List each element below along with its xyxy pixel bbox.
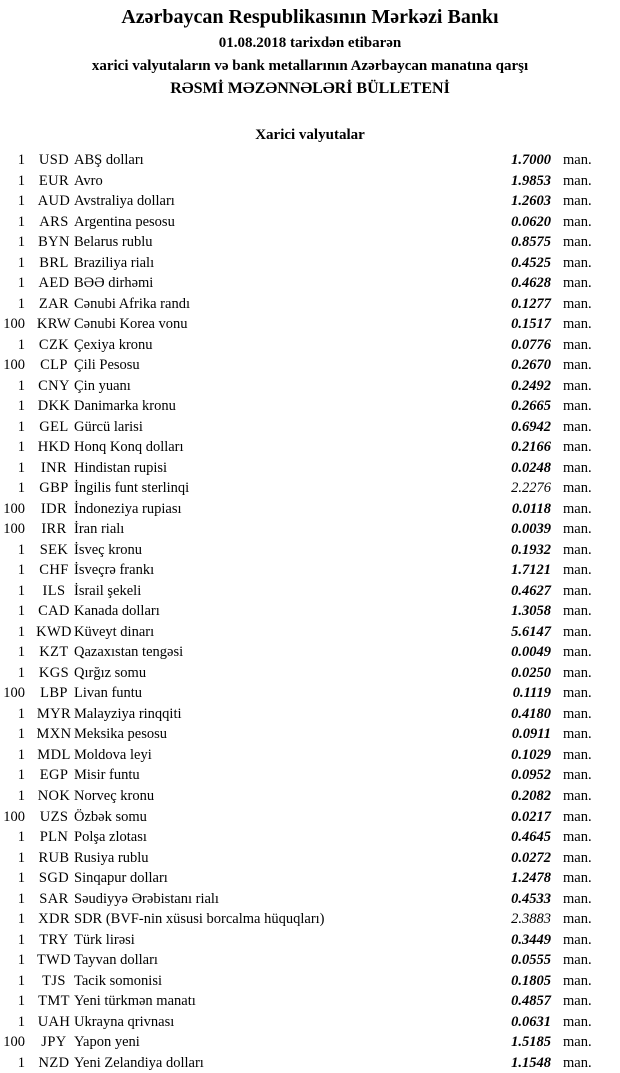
currency-quantity: 1 [17,193,25,210]
rate-value: 0.0248 [511,459,551,476]
currency-quantity: 100 [3,685,25,702]
unit-label: man. [563,377,592,394]
rate-row [0,396,620,417]
currency-quantity: 1 [17,1054,25,1071]
rate-row [0,724,620,745]
rate-value: 0.2665 [511,398,551,415]
currency-code: MXN [36,726,72,743]
rate-row [0,663,620,684]
rate-value: 0.0776 [511,336,551,353]
unit-label: man. [563,644,592,661]
currency-quantity: 1 [17,459,25,476]
rate-row [0,560,620,581]
rate-value: 0.2166 [511,439,551,456]
unit-label: man. [563,952,592,969]
unit-label: man. [563,931,592,948]
unit-label: man. [563,623,592,640]
rate-row [0,314,620,335]
rate-value: 0.2492 [511,377,551,394]
currency-name: Çili Pesosu [74,357,140,374]
currency-quantity: 1 [17,398,25,415]
currency-name: Gürcü larisi [74,418,143,435]
currency-quantity: 1 [17,172,25,189]
currency-code: MYR [36,705,72,722]
rate-value: 0.4645 [511,829,551,846]
currency-quantity: 1 [17,603,25,620]
unit-label: man. [563,418,592,435]
unit-label: man. [563,439,592,456]
currency-code: KGS [38,664,70,681]
unit-label: man. [563,234,592,251]
rate-value: 2.2276 [511,480,551,497]
currency-code: TWD [36,952,72,969]
currency-code: TJS [42,972,66,989]
currency-code: CNY [38,377,70,394]
rate-value: 0.1932 [511,541,551,558]
currency-code: ZAR [38,295,70,312]
currency-code: DKK [37,398,71,415]
rate-value: 0.0039 [511,521,551,538]
currency-name: Qırğız somu [74,664,147,681]
rate-value: 0.0952 [511,767,551,784]
currency-code: UZS [39,808,69,825]
currency-name: Türk lirəsi [74,931,135,948]
currency-code: GBP [39,480,69,497]
rate-row [0,786,620,807]
currency-code: KWD [36,623,72,640]
unit-label: man. [563,336,592,353]
currency-name: Özbək somu [74,808,147,825]
unit-label: man. [563,275,592,292]
currency-name: Moldova leyi [74,746,152,763]
rate-value: 0.4525 [511,254,551,271]
rate-value: 0.0911 [511,726,551,743]
currency-code: GEL [39,418,69,435]
rate-row [0,478,620,499]
unit-label: man. [563,808,592,825]
currency-code: KZT [39,644,69,661]
currency-name: Ukrayna qrivnası [74,1013,175,1030]
rate-value: 0.0250 [511,664,551,681]
rate-value: 0.0272 [511,849,551,866]
currency-name: Honq Konq dolları [74,439,184,456]
currency-code: CLP [40,357,68,374]
rate-row [0,704,620,725]
rate-value: 1.1548 [511,1054,551,1071]
currency-code: IRR [41,521,67,538]
currency-quantity: 1 [17,336,25,353]
rate-value: 0.0631 [511,1013,551,1030]
currency-quantity: 1 [17,890,25,907]
currency-code: BRL [39,254,69,271]
currency-name: Norveç kronu [74,787,155,804]
unit-label: man. [563,603,592,620]
currency-name: BƏƏ dirhəmi [74,275,154,292]
currency-code: PLN [39,829,69,846]
unit-label: man. [563,316,592,333]
rate-row [0,294,620,315]
currency-code: CZK [38,336,70,353]
currency-name: SDR (BVF-nin xüsusi borcalma hüquqları) [74,911,325,928]
currency-name: Danimarka kronu [74,398,176,415]
currency-quantity: 1 [17,439,25,456]
currency-quantity: 100 [3,316,25,333]
rate-value: 1.9853 [511,172,551,189]
rate-row [0,1032,620,1053]
unit-label: man. [563,890,592,907]
rate-value: 0.1517 [511,316,551,333]
currency-quantity: 1 [17,213,25,230]
currency-quantity: 100 [3,500,25,517]
currency-name: İndoneziya rupiası [74,500,182,517]
currency-name: Tacik somonisi [74,972,162,989]
unit-label: man. [563,746,592,763]
rate-row [0,335,620,356]
currency-name: Yeni türkmən manatı [74,993,196,1010]
rate-row [0,253,620,274]
currency-code: XDR [38,911,70,928]
rate-row [0,827,620,848]
currency-quantity: 100 [3,357,25,374]
currency-name: Misir funtu [74,767,140,784]
currency-code: JPY [41,1034,67,1051]
unit-label: man. [563,1054,592,1071]
currency-code: ILS [42,582,66,599]
currency-code: AUD [37,193,71,210]
rate-row [0,150,620,171]
unit-label: man. [563,459,592,476]
unit-label: man. [563,357,592,374]
currency-code: SEK [39,541,69,558]
rate-value: 0.4533 [511,890,551,907]
currency-code: CHF [39,562,69,579]
rate-row [0,868,620,889]
currency-code: NOK [37,787,71,804]
currency-name: Səudiyyə Ərəbistanı rialı [74,890,219,907]
currency-quantity: 1 [17,726,25,743]
rate-row [0,642,620,663]
currency-name: Avstraliya dolları [74,193,175,210]
currency-name: Malayziya rinqqiti [74,705,182,722]
rate-value: 0.1119 [512,685,551,702]
currency-quantity: 1 [17,275,25,292]
currency-code: TMT [38,993,70,1010]
rate-value: 5.6147 [511,623,551,640]
currency-quantity: 1 [17,234,25,251]
currency-name: Yeni Zelandiya dolları [74,1054,204,1071]
currency-name: Avro [74,172,103,189]
rate-row [0,273,620,294]
currency-quantity: 1 [17,377,25,394]
rate-value: 1.5185 [511,1034,551,1051]
currency-name: Braziliya rialı [74,254,155,271]
currency-name: Yapon yeni [74,1034,140,1051]
currency-quantity: 1 [17,623,25,640]
rate-row [0,1053,620,1073]
rate-row [0,212,620,233]
unit-label: man. [563,849,592,866]
rate-value: 0.0049 [511,644,551,661]
currency-name: Belarus rublu [74,234,153,251]
rate-row [0,622,620,643]
rate-row [0,171,620,192]
currency-quantity: 1 [17,787,25,804]
currency-name: İngilis funt sterlinqi [74,480,190,497]
rate-value: 0.4857 [511,993,551,1010]
unit-label: man. [563,726,592,743]
unit-label: man. [563,541,592,558]
rate-row [0,889,620,910]
currency-quantity: 1 [17,870,25,887]
rate-row [0,232,620,253]
unit-label: man. [563,685,592,702]
currency-code: RUB [38,849,70,866]
rate-value: 0.3449 [511,931,551,948]
currency-quantity: 1 [17,829,25,846]
rate-value: 0.0217 [511,808,551,825]
rate-value: 0.4180 [511,705,551,722]
currency-name: Cənubi Afrika randı [74,295,190,312]
unit-label: man. [563,521,592,538]
currency-quantity: 1 [17,582,25,599]
unit-label: man. [563,911,592,928]
currency-name: Argentina pesosu [74,213,175,230]
currency-quantity: 1 [17,911,25,928]
currency-code: INR [40,459,68,476]
currency-name: Cənubi Korea vonu [74,316,188,333]
rate-row [0,581,620,602]
unit-label: man. [563,213,592,230]
currency-name: Kanada dolları [74,603,160,620]
unit-label: man. [563,193,592,210]
rate-value: 0.1029 [511,746,551,763]
rate-value: 0.1805 [511,972,551,989]
rate-row [0,417,620,438]
currency-quantity: 1 [17,562,25,579]
rate-row [0,991,620,1012]
unit-label: man. [563,398,592,415]
rate-value: 0.1277 [511,295,551,312]
currency-quantity: 1 [17,746,25,763]
currency-name: İran rialı [74,521,125,538]
rate-value: 1.7000 [511,152,551,168]
currency-quantity: 1 [17,767,25,784]
section-title-foreign-currencies: Xarici valyutalar [255,127,365,143]
currency-code: KRW [36,316,72,333]
rate-value: 0.0620 [511,213,551,230]
rate-value: 1.7121 [511,562,551,579]
rate-row [0,909,620,930]
currency-quantity: 1 [17,993,25,1010]
currency-code: LBP [40,685,68,702]
unit-label: man. [563,582,592,599]
unit-label: man. [563,972,592,989]
rate-row [0,601,620,622]
unit-label: man. [563,295,592,312]
currency-quantity: 1 [17,295,25,312]
unit-label: man. [563,664,592,681]
currency-quantity: 1 [17,931,25,948]
currency-quantity: 1 [17,418,25,435]
bulletin-subtitle: xarici valyutaların və bank metallarının Azərbaycan manatına qarşı [91,58,529,74]
currency-code: IDR [40,500,68,517]
currency-name: Livan funtu [74,685,143,702]
rate-value: 0.0555 [511,952,551,969]
unit-label: man. [563,767,592,784]
unit-label: man. [563,993,592,1010]
currency-code: SGD [38,870,70,887]
unit-label: man. [563,870,592,887]
rate-value: 1.2478 [511,870,551,887]
rates-table [0,150,620,1073]
rate-row [0,765,620,786]
currency-code: CAD [38,603,70,620]
currency-name: Küveyt dinarı [74,623,155,640]
currency-code: BYN [38,234,70,251]
rate-row [0,971,620,992]
currency-code: SAR [39,890,69,907]
unit-label: man. [563,787,592,804]
rate-row [0,376,620,397]
currency-code: NZD [38,1054,70,1071]
rate-row [0,683,620,704]
bank-title: Azərbaycan Respublikasının Mərkəzi Bankı [121,6,499,28]
rate-value: 2.3883 [511,911,551,928]
currency-name: Tayvan dolları [74,952,158,969]
currency-name: Polşa zlotası [74,829,147,846]
currency-code: USD [38,152,70,168]
currency-name: Rusiya rublu [74,849,149,866]
rate-row [0,807,620,828]
rate-row [0,499,620,520]
rate-value: 0.8575 [511,234,551,251]
rate-value: 1.3058 [511,603,551,620]
currency-name: Çin yuanı [74,377,131,394]
effective-date: 01.08.2018 tarixdən etibarən [218,35,402,51]
rate-row [0,745,620,766]
rate-row [0,930,620,951]
currency-quantity: 1 [17,152,25,168]
currency-name: Qazaxıstan tengəsi [74,644,184,661]
rate-row [0,355,620,376]
currency-code: MDL [37,746,71,763]
currency-quantity: 1 [17,664,25,681]
currency-name: İsveçrə frankı [74,562,155,579]
unit-label: man. [563,1034,592,1051]
currency-quantity: 100 [3,1034,25,1051]
unit-label: man. [563,172,592,189]
currency-quantity: 1 [17,541,25,558]
unit-label: man. [563,480,592,497]
rate-value: 1.2603 [511,193,551,210]
currency-quantity: 1 [17,952,25,969]
rate-value: 0.4628 [511,275,551,292]
currency-code: EUR [38,172,70,189]
unit-label: man. [563,705,592,722]
currency-quantity: 1 [17,705,25,722]
unit-label: man. [563,1013,592,1030]
currency-code: TRY [39,931,69,948]
rate-row [0,437,620,458]
rate-row [0,950,620,971]
currency-name: Meksika pesosu [74,726,168,743]
currency-name: Hindistan rupisi [74,459,168,476]
currency-quantity: 1 [17,1013,25,1030]
currency-name: ABŞ dolları [74,152,144,168]
currency-quantity: 1 [17,480,25,497]
unit-label: man. [563,500,592,517]
rate-row [0,1012,620,1033]
currency-quantity: 1 [17,644,25,661]
currency-quantity: 100 [3,808,25,825]
currency-name: Sinqapur dolları [74,870,168,887]
rate-value: 0.6942 [511,418,551,435]
rate-row [0,540,620,561]
currency-code: AED [38,275,70,292]
rate-row [0,191,620,212]
unit-label: man. [563,829,592,846]
currency-code: UAH [37,1013,71,1030]
unit-label: man. [563,254,592,271]
rate-value: 0.2082 [511,787,551,804]
currency-name: İsrail şekeli [74,582,142,599]
currency-code: HKD [37,439,71,456]
rate-row [0,519,620,540]
currency-quantity: 1 [17,849,25,866]
rate-row [0,458,620,479]
unit-label: man. [563,152,592,168]
currency-code: ARS [39,213,69,230]
currency-quantity: 1 [17,972,25,989]
currency-name: İsveç kronu [74,541,143,558]
rate-value: 0.2670 [511,357,551,374]
rate-row [0,848,620,869]
rate-value: 0.4627 [511,582,551,599]
unit-label: man. [563,562,592,579]
bulletin-title: RƏSMİ MƏZƏNNƏLƏRİ BÜLLETENİ [170,80,450,97]
rate-value: 0.0118 [511,500,551,517]
currency-quantity: 1 [17,254,25,271]
currency-quantity: 100 [3,521,25,538]
currency-name: Çexiya kronu [74,336,153,353]
currency-code: EGP [39,767,69,784]
